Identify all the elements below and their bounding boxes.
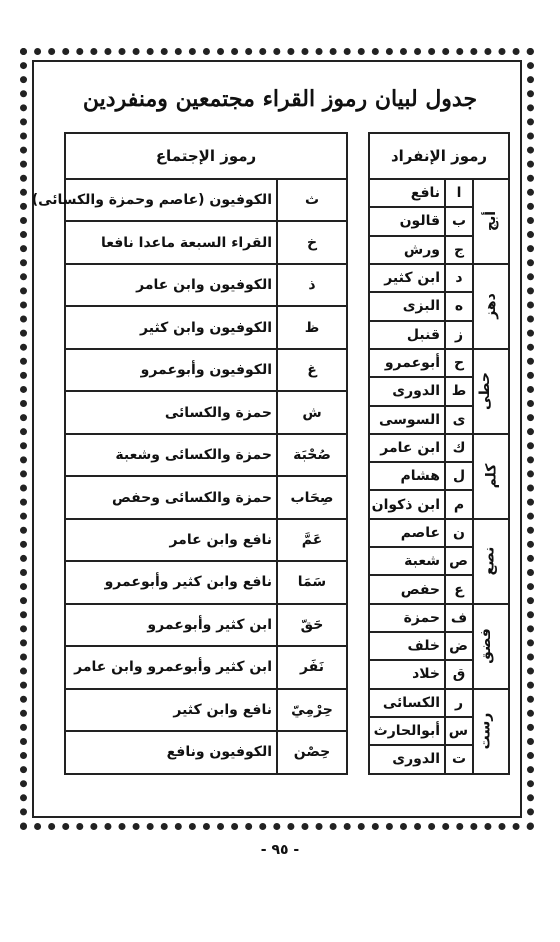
reader-name: الدورى [369, 745, 445, 773]
reader-letter: ن [445, 519, 473, 547]
combined-symbol: عَمَّ [277, 519, 347, 561]
reader-letter: ر [445, 689, 473, 717]
reader-name: حفص [369, 575, 445, 603]
reader-name: نافع [369, 179, 445, 207]
table-subrow [65, 689, 509, 703]
group-code-text: أبج [483, 211, 500, 232]
reader-name: خلف [369, 632, 445, 660]
reader-name: البزى [369, 292, 445, 320]
reader-letter: ا [445, 179, 473, 207]
combined-meaning: نافع وابن عامر [65, 519, 277, 561]
readers-table [31, 132, 510, 775]
reader-letter: ف [445, 604, 473, 632]
group-code-text: نصع [481, 546, 498, 576]
combined-symbol: حِصْن [277, 731, 347, 773]
reader-letter: ع [445, 575, 473, 603]
reader-letter: ى [445, 406, 473, 434]
reader-name: شعبة [369, 547, 445, 575]
combined-symbol: خ [277, 221, 347, 263]
reader-letter: ت [445, 745, 473, 773]
group-code [473, 349, 509, 434]
combined-meaning: ابن كثير وأبوعمرو [65, 604, 277, 646]
combined-meaning: ابن كثير وأبوعمرو وابن عامر [65, 646, 277, 688]
table-subrow [65, 604, 509, 618]
reader-letter: م [445, 490, 473, 518]
reader-name: الدورى [369, 377, 445, 405]
combined-symbol: صِحَاب [277, 476, 347, 518]
page-number: - ٩٥ - [260, 842, 300, 858]
reader-letter: ق [445, 660, 473, 688]
page-title: جدول لبيان رموز القراء مجتمعين ومنفردين [82, 86, 478, 112]
group-code [473, 604, 509, 689]
reader-name: ابن ذكوان [369, 490, 445, 518]
group-code-text: حطى [477, 372, 494, 411]
combined-meaning: الكوفيون وابن كثير [65, 306, 277, 348]
group-code [473, 434, 509, 519]
combined-symbol: ث [277, 179, 347, 221]
table-subrow [65, 179, 509, 193]
combined-meaning: الكوفيون ونافع [65, 731, 277, 773]
reader-letter: ص [445, 547, 473, 575]
combined-meaning: حمزة والكسائى [65, 391, 277, 433]
reader-name: الكسائى [369, 689, 445, 717]
reader-letter: ط [445, 377, 473, 405]
combined-meaning: نافع وابن كثير [65, 689, 277, 731]
combined-header: رموز الإجتماع [65, 133, 347, 179]
combined-symbol: سَمَا [277, 561, 347, 603]
combined-symbol: غ [277, 349, 347, 391]
group-code [473, 519, 509, 604]
table-subrow [65, 264, 509, 278]
reader-letter: ج [445, 236, 473, 264]
group-code [473, 179, 509, 264]
reader-letter: ك [445, 434, 473, 462]
reader-letter: ح [445, 349, 473, 377]
reader-name: ابن كثير [369, 264, 445, 292]
combined-meaning: حمزة والكسائى وشعبة [65, 434, 277, 476]
combined-meaning: القراء السبعة ماعدا نافعا [65, 221, 277, 263]
reader-name: أبوالحارث [369, 717, 445, 745]
group-code [473, 689, 509, 774]
reader-name: هشام [369, 462, 445, 490]
table-subrow [65, 519, 509, 533]
column-gap [347, 179, 369, 774]
combined-meaning: نافع وابن كثير وأبوعمرو [65, 561, 277, 603]
combined-meaning: الكوفيون (عاصم وحمزة والكسائى) [65, 179, 277, 221]
combined-symbol: صُحْبَة [277, 434, 347, 476]
combined-meaning: الكوفيون وأبوعمرو [65, 349, 277, 391]
reader-name: حمزة [369, 604, 445, 632]
combined-meaning: حمزة والكسائى وحفص [65, 476, 277, 518]
reader-letter: ب [445, 207, 473, 235]
column-gap [347, 133, 369, 179]
reader-name: ابن عامر [369, 434, 445, 462]
reader-letter: ل [445, 462, 473, 490]
reader-letter: ض [445, 632, 473, 660]
table-subrow [65, 349, 509, 363]
combined-symbol: ظ [277, 306, 347, 348]
combined-symbol: حَقّ [277, 604, 347, 646]
reader-letter: ز [445, 321, 473, 349]
reader-name: السوسى [369, 406, 445, 434]
group-code-text: دهز [483, 293, 500, 320]
reader-name: خلاد [369, 660, 445, 688]
combined-symbol: حِرْمِيّ [277, 689, 347, 731]
group-code-text: كلم [483, 463, 500, 489]
group-code-text: فضق [478, 628, 495, 664]
reader-name: أبوعمرو [369, 349, 445, 377]
reader-letter: ه [445, 292, 473, 320]
table-header-row [65, 133, 509, 179]
table-subrow [65, 434, 509, 448]
combined-symbol: ش [277, 391, 347, 433]
reader-name: ورش [369, 236, 445, 264]
individual-header: رموز الإنفراد [369, 133, 509, 179]
reader-letter: د [445, 264, 473, 292]
reader-name: قالون [369, 207, 445, 235]
group-code [473, 264, 509, 349]
combined-symbol: ذ [277, 264, 347, 306]
table-body [31, 179, 509, 774]
combined-meaning: الكوفيون وابن عامر [65, 264, 277, 306]
reader-letter: س [445, 717, 473, 745]
combined-symbol: نَفَر [277, 646, 347, 688]
reader-name: قنبل [369, 321, 445, 349]
reader-name: عاصم [369, 519, 445, 547]
group-code-text: رست [477, 712, 494, 750]
